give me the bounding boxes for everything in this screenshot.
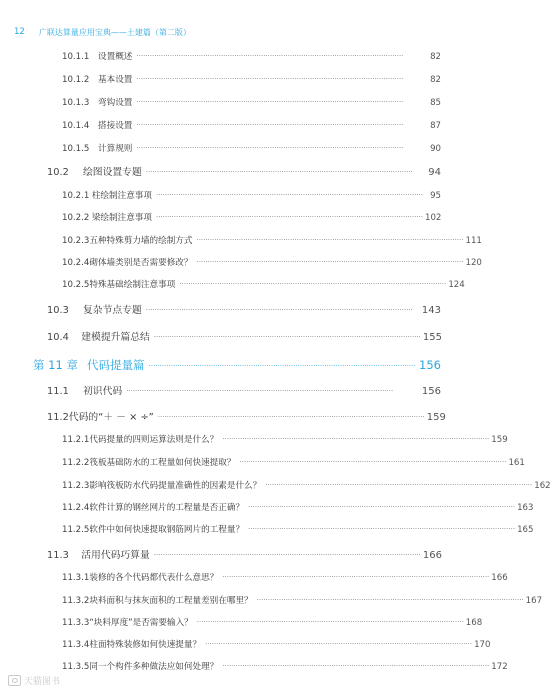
toc-entry[interactable] bbox=[62, 594, 543, 608]
toc-entry-page: 82 bbox=[430, 52, 441, 62]
toc-entry[interactable] bbox=[62, 142, 441, 156]
tmall-logo-icon bbox=[8, 675, 21, 686]
toc-entry[interactable] bbox=[62, 189, 441, 203]
dot-leader: ························································································································ bbox=[136, 75, 404, 83]
toc-section-title: 复杂节点专题 bbox=[83, 305, 142, 316]
book-title: 广联达算量应用宝典——土建篇（第二版） bbox=[38, 27, 191, 37]
toc-entry-title: 影响筏板防水代码提量准确性的因素是什么？ bbox=[89, 481, 262, 491]
toc-chapter-page: 156 bbox=[419, 358, 441, 372]
toc-entry-title: 筏板基础防水的工程量如何快速提取？ bbox=[89, 458, 236, 468]
dot-leader: ························································································································ bbox=[248, 525, 516, 533]
toc-entry[interactable] bbox=[62, 523, 534, 537]
toc-entry-page: 172 bbox=[491, 662, 508, 672]
toc-entry-title: 基本设置 bbox=[98, 75, 133, 85]
dot-leader: ························································································································ bbox=[222, 435, 490, 443]
dot-leader: ························································································································ bbox=[222, 573, 490, 581]
watermark-text: 天猫图书 bbox=[24, 677, 61, 687]
toc-section-title: 活用代码巧算量 bbox=[81, 550, 150, 561]
toc-entry-page: 159 bbox=[491, 435, 508, 445]
dot-leader: ························································································································ bbox=[157, 413, 425, 421]
toc-entry[interactable] bbox=[62, 501, 534, 515]
dot-leader: ························································································································ bbox=[136, 52, 404, 60]
toc-section[interactable] bbox=[47, 411, 446, 425]
toc-entry-title: 软件计算的钢丝网片的工程量是否正确？ bbox=[89, 503, 245, 513]
dot-leader: ························································································································ bbox=[179, 280, 447, 288]
toc-entry-title: 特殊基础绘制注意事项 bbox=[89, 280, 176, 290]
dot-leader: ························································································································ bbox=[153, 551, 421, 559]
toc-entry-page: 161 bbox=[508, 458, 525, 468]
toc-entry-page: 162 bbox=[534, 481, 551, 491]
dot-leader: ························································································································ bbox=[222, 662, 490, 670]
toc-section[interactable] bbox=[47, 385, 441, 399]
dot-leader: ························································································································ bbox=[239, 458, 507, 466]
toc-entry[interactable] bbox=[62, 616, 483, 630]
toc-entry-number: 10.1.5 bbox=[62, 144, 90, 154]
toc-entry-title: “块料厚度”是否需要输入？ bbox=[89, 618, 193, 628]
toc-entry-number: 10.2.1 bbox=[62, 191, 90, 201]
toc-section-page: 155 bbox=[422, 332, 442, 343]
toc-section-number: 10.2 bbox=[47, 167, 69, 178]
toc-entry-page: 124 bbox=[448, 280, 465, 290]
toc-section[interactable] bbox=[47, 331, 441, 345]
toc-entry[interactable] bbox=[62, 256, 482, 270]
toc-section[interactable] bbox=[47, 304, 441, 318]
toc-entry-number: 10.1.1 bbox=[62, 52, 90, 62]
toc-section-title: 绘图设置专题 bbox=[83, 167, 142, 178]
toc-section-page: 166 bbox=[422, 550, 442, 561]
toc-entry-title: 梁绘制注意事项 bbox=[91, 213, 152, 223]
toc-entry[interactable] bbox=[62, 638, 491, 652]
dot-leader: ························································································································ bbox=[196, 618, 464, 626]
toc-entry-number: 11.3.5 bbox=[62, 662, 90, 672]
dot-leader: ························································································································ bbox=[145, 168, 413, 176]
toc-section-number: 10.3 bbox=[47, 305, 69, 316]
dot-leader: ························································································································ bbox=[145, 306, 413, 314]
toc-chapter-title: 代码提量篇 bbox=[87, 358, 145, 372]
dot-leader: ························································································································ bbox=[136, 98, 404, 106]
toc-section-page: 156 bbox=[421, 386, 441, 397]
toc-section-title: 建模提升篇总结 bbox=[81, 332, 150, 343]
toc-entry-number: 11.3.3 bbox=[62, 618, 90, 628]
toc-entry-page: 120 bbox=[465, 258, 482, 268]
dot-leader: ························································································································ bbox=[126, 387, 394, 395]
toc-entry-number: 11.2.5 bbox=[62, 525, 90, 535]
dot-leader: ························································································································ bbox=[136, 144, 404, 152]
running-header bbox=[14, 26, 191, 38]
toc-entry[interactable] bbox=[62, 456, 525, 470]
toc-entry[interactable] bbox=[62, 433, 508, 447]
toc-entry-number: 11.2.1 bbox=[62, 435, 90, 445]
toc-section-number: 11.1 bbox=[47, 386, 69, 397]
toc-section[interactable] bbox=[47, 549, 441, 563]
toc-section-page: 143 bbox=[421, 305, 441, 316]
toc-entry-title: 五种特殊剪力墙的绘制方式 bbox=[89, 236, 193, 246]
toc-entry-number: 10.1.3 bbox=[62, 98, 90, 108]
toc-entry-title: 代码提量的四则运算法则是什么？ bbox=[89, 435, 219, 445]
toc-entry[interactable] bbox=[62, 119, 441, 133]
watermark bbox=[8, 674, 60, 687]
dot-leader: ························································································································ bbox=[196, 236, 464, 244]
toc-entry-page: 165 bbox=[517, 525, 534, 535]
toc-entry-page: 166 bbox=[491, 573, 508, 583]
toc-entry[interactable] bbox=[62, 96, 441, 110]
toc-entry-title: 块料面积与抹灰面积的工程量差别在哪里？ bbox=[89, 596, 253, 606]
toc-entry-page: 90 bbox=[430, 144, 441, 154]
dot-leader: ························································································································ bbox=[248, 503, 516, 511]
toc-entry-title: 设置概述 bbox=[98, 52, 133, 62]
toc-entry-title: 同一个构件多种做法应如何处理？ bbox=[89, 662, 219, 672]
toc-entry-number: 10.2.5 bbox=[62, 280, 90, 290]
dot-leader: ························································································································ bbox=[155, 213, 423, 221]
toc-entry-number: 10.2.4 bbox=[62, 258, 90, 268]
toc-entry-number: 10.1.4 bbox=[62, 121, 90, 131]
dot-leader: ························································································································ bbox=[148, 362, 416, 370]
toc-entry-page: 82 bbox=[430, 75, 441, 85]
toc-entry-page: 95 bbox=[430, 191, 441, 201]
toc-section-page: 94 bbox=[428, 167, 441, 178]
toc-entry[interactable] bbox=[62, 211, 441, 225]
toc-entry-title: 装修的各个代码都代表什么意思？ bbox=[89, 573, 219, 583]
toc-entry-page: 168 bbox=[465, 618, 483, 628]
dot-leader: ························································································································ bbox=[155, 191, 423, 199]
toc-section-number: 11.2 bbox=[47, 412, 69, 423]
toc-entry-title: 柱面特殊装修如何快速提量？ bbox=[89, 640, 202, 650]
toc-entry[interactable] bbox=[62, 571, 508, 585]
dot-leader: ························································································································ bbox=[196, 258, 464, 266]
toc-entry[interactable] bbox=[62, 278, 465, 292]
toc-entry-number: 11.2.2 bbox=[62, 458, 90, 468]
toc-entry[interactable] bbox=[62, 660, 508, 674]
toc-section-page: 159 bbox=[426, 412, 446, 423]
toc-entry-page: 85 bbox=[430, 98, 441, 108]
toc-entry-number: 11.2.3 bbox=[62, 481, 90, 491]
toc-entry-title: 弯钩设置 bbox=[98, 98, 133, 108]
toc-entry-page: 87 bbox=[430, 121, 441, 131]
toc-section[interactable] bbox=[47, 166, 441, 180]
toc-entry-title: 计算规则 bbox=[98, 144, 133, 154]
toc-entry[interactable] bbox=[62, 50, 441, 64]
toc-entry-title: 软件中如何快速提取钢筋网片的工程量？ bbox=[89, 525, 245, 535]
toc-entry-number: 11.3.1 bbox=[62, 573, 90, 583]
toc-entry[interactable] bbox=[62, 479, 551, 493]
dot-leader: ························································································································ bbox=[205, 640, 473, 648]
toc-entry-page: 163 bbox=[517, 503, 534, 513]
toc-entry-page: 170 bbox=[474, 640, 491, 650]
toc-entry-number: 10.1.2 bbox=[62, 75, 90, 85]
toc-entry-number: 11.2.4 bbox=[62, 503, 90, 513]
dot-leader: ························································································································ bbox=[256, 596, 524, 604]
toc-entry-number: 10.2.3 bbox=[62, 236, 90, 246]
toc-entry-title: 柱绘制注意事项 bbox=[91, 191, 152, 201]
dot-leader: ························································································································ bbox=[153, 333, 421, 341]
toc-entry-title: 砌体墙类别是否需要修改？ bbox=[89, 258, 193, 268]
toc-entry[interactable] bbox=[62, 73, 441, 87]
toc-entry-number: 11.3.2 bbox=[62, 596, 90, 606]
toc-chapter[interactable] bbox=[33, 357, 441, 373]
toc-entry-page: 167 bbox=[525, 596, 543, 606]
toc-entry-number: 11.3.4 bbox=[62, 640, 90, 650]
toc-chapter-number: 第 11 章 bbox=[33, 358, 78, 372]
toc-entry[interactable] bbox=[62, 234, 482, 248]
dot-leader: ························································································································ bbox=[265, 481, 533, 489]
toc-entry-title: 搭接设置 bbox=[98, 121, 133, 131]
dot-leader: ························································································································ bbox=[136, 121, 404, 129]
page-number: 12 bbox=[14, 27, 25, 37]
toc-section-title: 初识代码 bbox=[83, 386, 123, 397]
toc-entry-page: 102 bbox=[425, 213, 442, 223]
toc-section-number: 10.4 bbox=[47, 332, 69, 343]
toc-section-title: 代码的“＋ － × ÷” bbox=[68, 412, 154, 423]
toc-section-number: 11.3 bbox=[47, 550, 69, 561]
toc-entry-page: 111 bbox=[465, 236, 482, 246]
toc-entry-number: 10.2.2 bbox=[62, 213, 90, 223]
